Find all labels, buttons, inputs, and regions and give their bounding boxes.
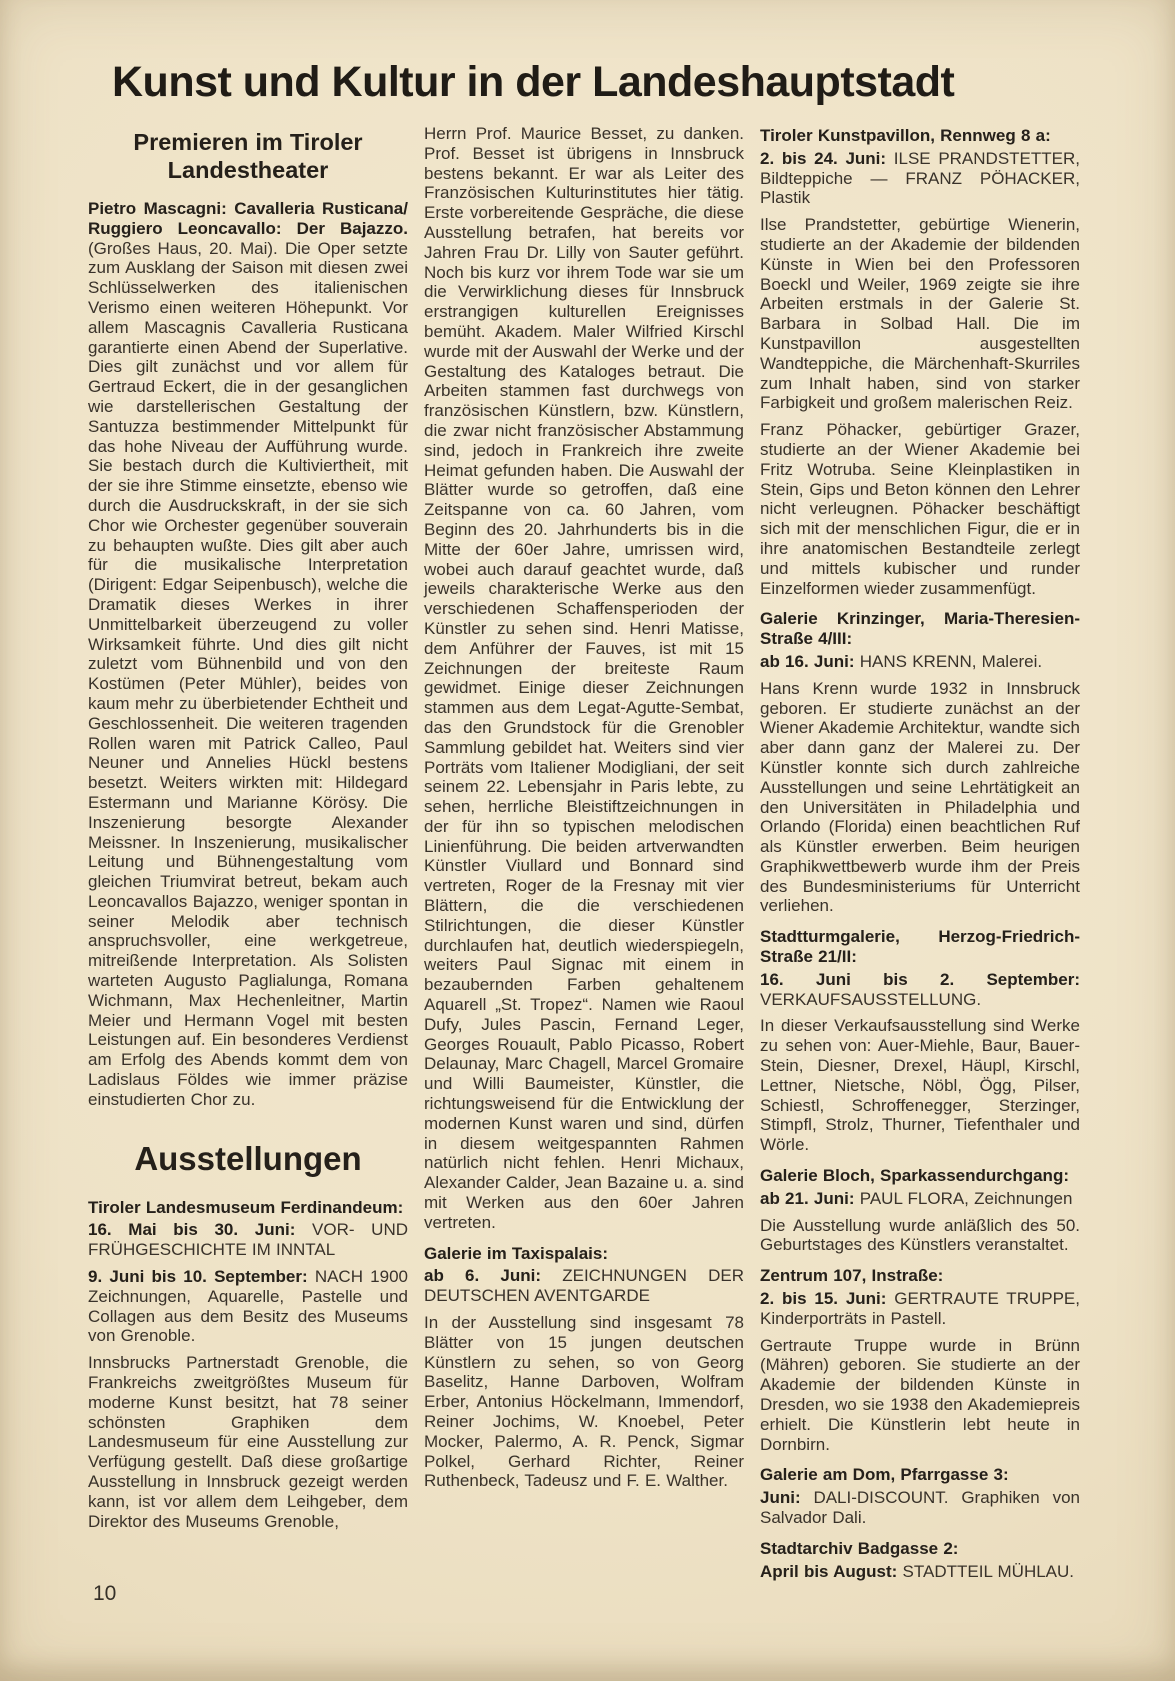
exhibition-entry — [88, 1267, 408, 1346]
venue-paragraph: Ilse Prandstetter, gebürtige Wienerin, studierte an der Akademie der bildenden Künste in Wien bei den Professoren Boeckl und Weiler, 1969 zeigte sie ihre Arbeiten erstmals in der Galerie St. Barbara in Solbad Hall. Die im Kunstpavillon ausgestellten Wandteppiche, die Märchenhaft-Skurriles zum Inhalt haben, sind von starker Farbigkeit und großem malerischen Reiz. — [760, 215, 1080, 413]
venue-paragraph: Gertraute Truppe wurde in Brünn (Mähren) geboren. Sie studierte an der Akademie der bildenden Künste in Dresden, wo sie 1938 den Akademiepreis erhielt. Die Künstlerin lebt heute in Dornbirn. — [760, 1335, 1080, 1454]
venue-heading-taxispalais: Galerie im Taxispalais: — [424, 1243, 608, 1263]
entry-date: 9. Juni bis 10. September: — [88, 1267, 308, 1287]
section-heading-premieren: Premieren im Tiroler Landestheater — [133, 129, 363, 183]
venue-section-kunstpavillon — [760, 126, 1080, 598]
entry-date: 16. Juni bis 2. September: — [760, 969, 1080, 989]
exhibition-entry — [760, 652, 1080, 672]
venue-paragraph: Hans Krenn wurde 1932 in Innsbruck geboren. Er studierte zunächst an der Wiener Akademie Architektur, wandte sich aber dann ganz der Malerei zu. Der Künstler konnte sich durch zahlreiche Ausstellungen und seine Lehrtätigkeit an den Universitäten in Philadelphia und Orlando (Florida) einen beachtlichen Ruf als Künstler erwerben. Beim heurigen Graphikwettbewerb wurde ihm der Preis des Bundesministeriums für Unterricht verliehen. — [760, 678, 1080, 916]
taxispalais-paragraph: In der Ausstellung sind insgesamt 78 Blätter von 15 jungen deutschen Künstlern zu sehen, so von Georg Baselitz, Hanne Darboven, Wolfram Erber, Antonius Höckelmann, Immendorf, Reiner Jochims, W. Knoebel, Peter Mocker, Palermo, A. R. Penck, Sigmar Polkel, Gerhard Richter, Reiner Ruthenbeck, Tadeusz und F. E. Walther. — [424, 1313, 744, 1491]
venue-heading-ferdinandeum: Tiroler Landesmuseum Ferdinandeum: — [88, 1197, 404, 1217]
venue-section-zentrum107 — [760, 1266, 1080, 1454]
grenoble-paragraph: Innsbrucks Partnerstadt Grenoble, die Frankreichs zweitgrößtes Museum für moderne Kunst besitzt, hat 78 seiner schönsten Graphiken dem Landesmuseum für eine Ausstellung zur Verfügung gestellt. Daß diese großartige Ausstellung in Innsbruck gezeigt werden kann, ist vor allem dem Leihgeber, dem Direktor des Museums Grenoble, — [88, 1353, 408, 1531]
entry-title: PAUL FLORA, Zeichnungen — [859, 1188, 1073, 1208]
venue-heading: Tiroler Kunstpavillon, Rennweg 8 a: — [760, 126, 1051, 145]
columns-container — [88, 124, 1080, 1588]
exhibition-entry — [760, 1562, 1080, 1582]
entry-title: VERKAUFSAUSSTELLUNG. — [760, 989, 982, 1009]
entry-title: GERTRAUTE TRUPPE, Kinderporträts in Pastell. — [760, 1289, 1080, 1328]
entry-title: ILSE PRANDSTETTER, Bildteppiche — FRANZ PÖHACKER, Plastik — [760, 148, 1080, 208]
page-title: Kunst und Kultur in der Landeshauptstadt — [112, 58, 955, 106]
exhibition-entry — [88, 1220, 408, 1260]
entry-title: ZEICHNUNGEN DER DEUTSCHEN AVENTGARDE — [424, 1266, 744, 1306]
entry-title: VOR- UND FRÜHGESCHICHTE IM INNTAL — [88, 1220, 408, 1260]
exhibition-entry — [760, 970, 1080, 1010]
exhibition-entry — [760, 1189, 1080, 1209]
exhibition-entry — [760, 1488, 1080, 1528]
entry-date: 16. Mai bis 30. Juni: — [88, 1220, 296, 1240]
venue-paragraph: Franz Pöhacker, gebürtiger Grazer, studierte an der Wiener Akademie bei Fritz Wotruba. Seine Kleinplastiken in Stein, Gips und Beton können den Lehrer nicht verleugnen. Pöhacker beschäftigt sich mit der menschlichen Figur, die er in ihre anatomischen Bestandteile zerlegt und mittels kubischer und runder Einzelformen wieder zusammenfügt. — [760, 420, 1080, 598]
venue-section-stadtturmgalerie — [760, 927, 1080, 1155]
entry-date: 2. bis 24. Juni: — [760, 148, 887, 168]
venue-heading: Stadtturmgalerie, Herzog-Friedrich-Straße 21/II: — [760, 927, 1080, 967]
venue-heading: Galerie Krinzinger, Maria-Theresien-Straße 4/III: — [760, 609, 1080, 649]
entry-date: ab 21. Juni: — [760, 1188, 855, 1208]
entry-title: STADTTEIL MÜHLAU. — [902, 1561, 1075, 1581]
column-right — [760, 124, 1080, 1588]
column-left — [88, 124, 408, 1588]
page-number: 10 — [93, 1582, 117, 1605]
entry-date: Juni: — [760, 1488, 801, 1508]
exhibition-entry — [760, 149, 1080, 208]
entry-date: ab 16. Juni: — [760, 651, 855, 671]
venue-paragraph: Die Ausstellung wurde anläßlich des 50. Geburtstages des Künstlers veranstaltet. — [760, 1215, 1080, 1255]
entry-title: DALI-DISCOUNT. Graphiken von Salvador Dali. — [760, 1488, 1080, 1527]
venue-heading: Galerie am Dom, Pfarrgasse 3: — [760, 1465, 1009, 1485]
venue-section-galerie-am-dom — [760, 1465, 1080, 1527]
column-middle — [424, 124, 744, 1588]
opera-review-body: (Großes Haus, 20. Mai). Die Oper setzte zum Ausklang der Saison mit diesen zwei Schlüsselwerken des italienischen Verismo einen weiteren Höhepunkt. Vor allem Mascagnis Cavalleria Rusticana garantierte einen Abend der Superlative. Dies gilt zunächst und vor allem für Gertraud Eckert, die in der gesanglichen wie darstellerischen Gestaltung der Santuzza bestimmender Mittelpunkt für das hohe Niveau der Aufführung wurde. Sie bestach durch die Kultiviertheit, mit der sie ihre Stimme einsetzte, ebenso wie durch die Ausdruckskraft, in der sie sich Chor wie Orchester gegenüber souverain zu behaupten wußte. Dies gilt aber auch für die musikalische Interpretation (Dirigent: Edgar Seipenbusch), welche die Dramatik dieses Werkes in ihrer Unmittelbarkeit überzeugend zu voller Wirksamkeit führte. Und dies gilt nicht zuletzt vom Bühnenbild und von den Kostümen (Peter Mühler), beides von kaum mehr zu überbietender Echtheit und Geschlossenheit. Die weiteren tragenden Rollen waren mit Patrick Calleo, Paul Neuner und Annelies Hückl bestens besetzt. Weiters wirkten mit: Hildegard Estermann und Marianne Körösy. Die Inszenierung besorgte Alexander Meissner. In Inszenierung, musikalischer Leitung und Bühnengestaltung vom gleichen Triumvirat betreut, bekam auch Leoncavallos Bajazzo, weniger spontan in seiner Melodik aber technisch anspruchsvoller, eine werkgetreue, mitreißende Interpretation. Als Solisten warteten Augusto Paglialunga, Romana Wichmann, Max Hechenleitner, Martin Meier und Hermann Vogel mit besten Leistungen auf. Ein besonderes Verdienst am Erfolg des Abends kommt dem von Ladislaus Földes wie immer präzise einstudierten Chor zu. — [88, 238, 408, 1109]
venue-paragraph: In dieser Verkaufsausstellung sind Werke zu sehen von: Auer-Miehle, Baur, Bauer-Stein, Diesner, Drexel, Häupl, Kirschl, Lettner, Nietsche, Nöbl, Ögg, Pilser, Schiestl, Schroffenegger, Sterzinger, Stimpfl, Strolz, Thurner, Tiefenthaler und Wörle. — [760, 1016, 1080, 1155]
entry-date: 2. bis 15. Juni: — [760, 1289, 887, 1309]
venue-section-krinzinger — [760, 609, 1080, 916]
exhibition-entry — [424, 1266, 744, 1306]
venue-heading: Stadtarchiv Badgasse 2: — [760, 1538, 959, 1558]
entry-title: HANS KRENN, Malerei. — [859, 651, 1043, 671]
heading-ausstellungen: Ausstellungen — [134, 1139, 362, 1177]
venue-heading: Zentrum 107, Instraße: — [760, 1266, 944, 1286]
grenoble-continuation-paragraph: Herrn Prof. Maurice Besset, zu danken. Prof. Besset ist übrigens in Innsbruck bestens bekannt. Er war als Leiter des Französischen Kulturinstitutes hier tätig. Erste vorbereitende Gespräche, die diese Ausstellung betrafen, hat bereits vor Jahren Frau Dr. Lilly von Sauter geführt. Noch bis kurz vor ihrem Tode war sie um die Verwirklichung dieses für Innsbruck erstrangigen kulturellen Ereignisses bemüht. Akadem. Maler Wilfried Kirschl wurde mit der Auswahl der Werke und der Gestaltung des Kataloges betraut. Die Arbeiten stammen fast durchwegs von französischen Künstlern, bzw. Künstlern, die zwar nicht französischer Abstammung sind, jedoch in Frankreich ihre zweite Heimat gefunden haben. Die Auswahl der Blätter wurde so getroffen, daß eine Zeitspanne von ca. 60 Jahren, vom Beginn des 20. Jahrhunderts bis in die Mitte der 60er Jahre, umrissen wird, wobei auch darauf geachtet wurde, daß jeweils charakterische Werke aus den verschiedenen Schaffensperioden der Künstler zu sehen sind. Henri Matisse, dem Anführer der Fauves, ist mit 15 Zeichnungen der breiteste Raum gewidmet. Einige dieser Zeichnungen stammen aus dem Legat-Agutte-Sembat, das den Grundstock für die Grenobler Sammlung gebildet hat. Weiters sind vier Porträts vom Italiener Modigliani, der seit seinem 22. Lebensjahr in Paris lebte, zu sehen, herrliche Bleistiftzeichnungen in der für ihn so typischen melodischen Linienführung. Die beiden artverwandten Künstler Viullard und Bonnard sind vertreten, Roger de la Fresnay mit vier Blättern, die die verschiedenen Stilrichtungen, die dieser Künstler durchlaufen hat, deutlich wiederspiegeln, weiters Paul Signac mit einem in bezaubernden Farben gehaltenem Aquarell „St. Tropez“. Namen wie Raoul Dufy, Jules Pascin, Fernand Leger, Georges Rouault, Pablo Picasso, Robert Delaunay, Marc Chagell, Marcel Gromaire und Willi Baumeister, Künstler, die richtungsweisend für die Entwicklung der modernen Kunst waren und sind, dürfen in diesem weitgespannten Rahmen natürlich nicht fehlen. Henri Michaux, Alexander Calder, Jean Bazaine u. a. sind mit Werken aus den 60er Jahren vertreten. — [424, 124, 744, 1232]
venue-section-bloch — [760, 1166, 1080, 1255]
exhibition-entry — [760, 1289, 1080, 1329]
opera-review-paragraph — [88, 199, 408, 1110]
venue-section-stadtarchiv — [760, 1539, 1080, 1582]
entry-date: ab 6. Juni: — [424, 1266, 542, 1286]
entry-date: April bis August: — [760, 1561, 898, 1581]
entry-title: NACH 1900 Zeichnungen, Aquarelle, Pastelle und Collagen aus dem Besitz des Museums von Grenoble. — [88, 1267, 408, 1346]
opera-review-lead: Pietro Mascagni: Cavalleria Rusticana/ Ruggiero Leoncavallo: Der Bajazzo. — [88, 199, 408, 238]
venue-heading: Galerie Bloch, Sparkassendurchgang: — [760, 1166, 1069, 1186]
